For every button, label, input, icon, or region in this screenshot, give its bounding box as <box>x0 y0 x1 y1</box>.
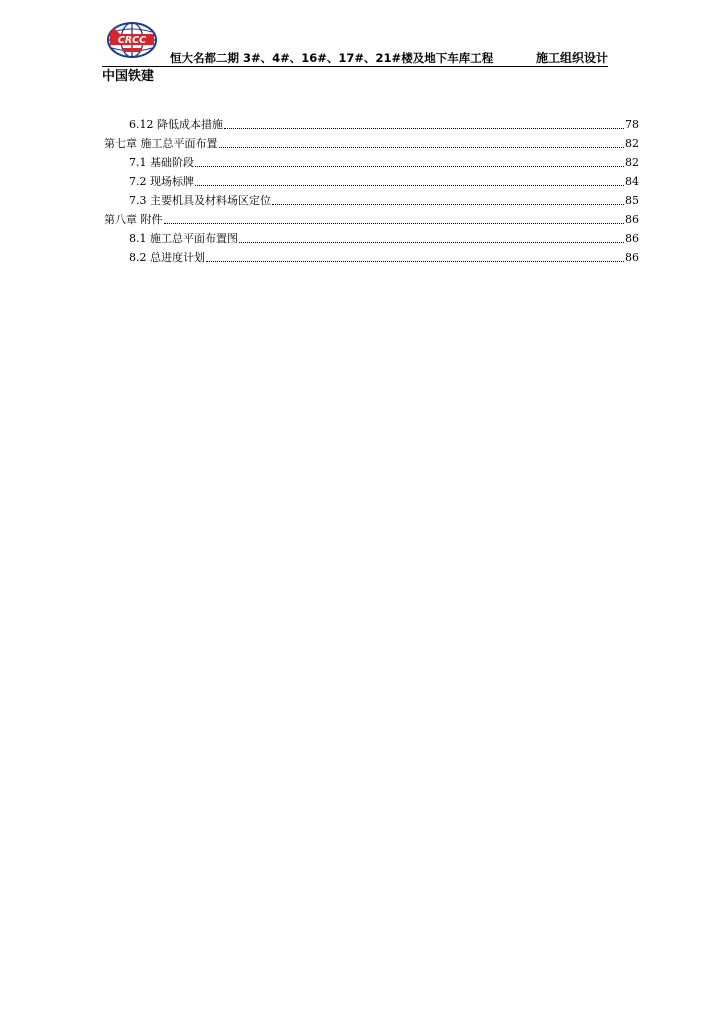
toc-entry-title: 第八章 附件 <box>104 213 163 226</box>
toc-section-entry[interactable] <box>104 227 639 246</box>
toc-section-entry[interactable] <box>104 189 639 208</box>
toc-entry-page: 82 <box>625 137 639 150</box>
project-title: 恒大名都二期 3#、4#、16#、17#、21#楼及地下车库工程 <box>170 51 494 65</box>
toc-leader-dots <box>195 166 624 167</box>
toc-section-entry[interactable] <box>104 170 639 189</box>
toc-entry-page: 78 <box>625 118 639 131</box>
document-type: 施工组织设计 <box>535 51 608 65</box>
toc-leader-dots <box>164 223 625 224</box>
toc-entry-page: 82 <box>625 156 639 169</box>
toc-leader-dots <box>239 242 624 243</box>
toc-entry-title: 第七章 施工总平面布置 <box>104 137 218 150</box>
table-of-contents <box>104 113 639 265</box>
toc-entry-title: 7.3 主要机具及材料场区定位 <box>129 194 271 207</box>
toc-entry-page: 86 <box>625 213 639 226</box>
toc-entry-page: 84 <box>625 175 639 188</box>
toc-entry-page: 86 <box>625 232 639 245</box>
toc-section-entry[interactable] <box>104 151 639 170</box>
toc-leader-dots <box>195 185 624 186</box>
toc-entry-title: 8.2 总进度计划 <box>129 251 205 264</box>
toc-chapter-entry[interactable] <box>104 132 639 151</box>
toc-leader-dots <box>272 204 624 205</box>
page-header <box>102 18 608 84</box>
toc-entry-title: 8.1 施工总平面布置图 <box>129 232 238 245</box>
svg-text:CRCC: CRCC <box>117 35 147 46</box>
toc-section-entry[interactable] <box>104 246 639 265</box>
toc-section-entry[interactable] <box>104 113 639 132</box>
toc-entry-page: 86 <box>625 251 639 264</box>
toc-entry-title: 7.1 基础阶段 <box>129 156 194 169</box>
toc-entry-title: 6.12 降低成本措施 <box>129 118 223 131</box>
header-rule <box>102 66 608 67</box>
toc-leader-dots <box>224 128 624 129</box>
toc-entry-page: 85 <box>625 194 639 207</box>
company-name: 中国铁建 <box>102 69 155 84</box>
toc-leader-dots <box>206 261 624 262</box>
crcc-logo-icon <box>106 20 158 60</box>
toc-entry-title: 7.2 现场标牌 <box>129 175 194 188</box>
toc-leader-dots <box>219 147 625 148</box>
toc-chapter-entry[interactable] <box>104 208 639 227</box>
